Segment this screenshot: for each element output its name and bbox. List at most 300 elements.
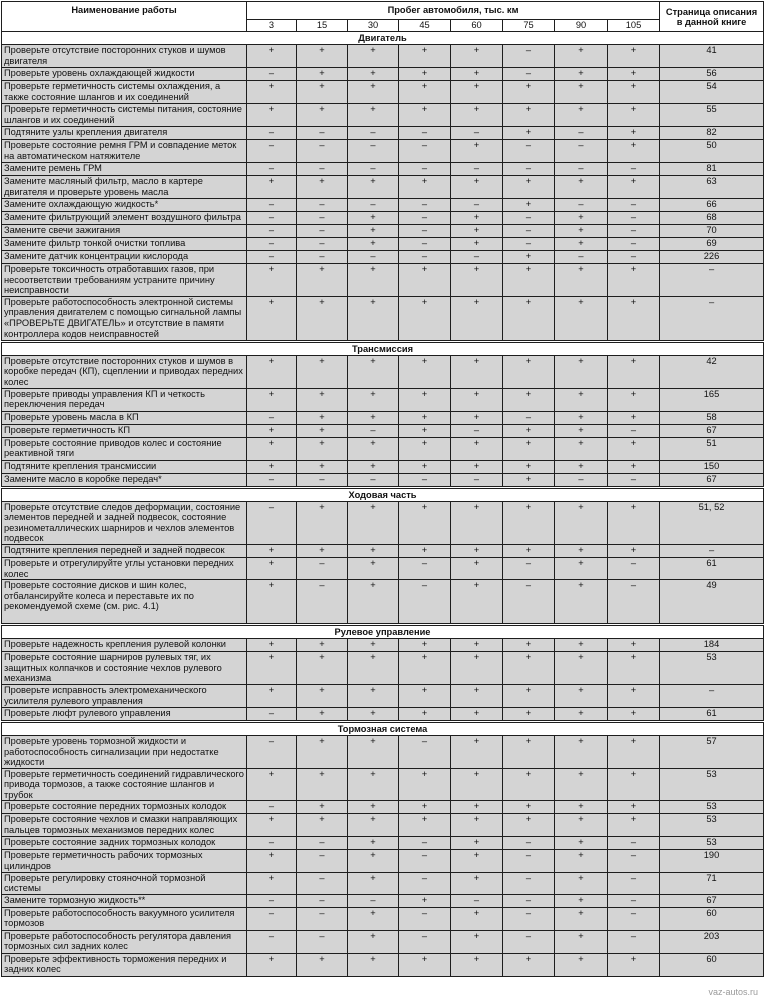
work-name-cell: Замените охлаждающую жидкость* <box>2 199 247 212</box>
mark-cell: + <box>555 639 608 652</box>
mark-cell: + <box>399 953 451 976</box>
work-name-cell: Проверьте приводы управления КП и четкость переключения передач <box>2 388 247 411</box>
page-ref-cell: 51, 52 <box>660 501 764 544</box>
mark-cell: + <box>451 296 503 340</box>
mark-cell: + <box>503 768 555 801</box>
mark-cell: – <box>451 894 503 907</box>
work-name-cell: Проверьте состояние чехлов и смазки направляющих пальцев тормозных механизмов передних колес <box>2 814 247 837</box>
mark-cell: – <box>297 238 348 251</box>
mark-cell: + <box>451 580 503 624</box>
mark-cell: + <box>451 238 503 251</box>
mark-cell: + <box>503 544 555 557</box>
mark-cell: + <box>451 837 503 850</box>
mark-cell: – <box>399 212 451 225</box>
mark-cell: – <box>555 127 608 140</box>
mark-cell: – <box>399 225 451 238</box>
mark-cell: – <box>608 894 660 907</box>
mark-cell: + <box>555 872 608 894</box>
page-ref-cell: 68 <box>660 212 764 225</box>
mark-cell: + <box>608 639 660 652</box>
work-name-cell: Проверьте эффективность торможения передних и задних колес <box>2 953 247 976</box>
page-ref-cell: 41 <box>660 45 764 68</box>
mark-cell: + <box>348 850 399 872</box>
mark-cell: – <box>608 251 660 264</box>
mark-cell: + <box>555 212 608 225</box>
mark-cell: + <box>608 707 660 720</box>
mark-cell: – <box>399 850 451 872</box>
table-row <box>2 639 764 652</box>
mark-cell: + <box>399 437 451 460</box>
mark-cell: + <box>399 684 451 707</box>
mark-cell: – <box>503 45 555 68</box>
mark-cell: – <box>608 907 660 930</box>
table-row <box>2 735 764 768</box>
table-row <box>2 424 764 437</box>
table-row <box>2 176 764 199</box>
mark-cell: – <box>247 735 297 768</box>
mark-cell: + <box>451 212 503 225</box>
section-header-row <box>2 626 764 639</box>
mark-cell: + <box>555 814 608 837</box>
mark-cell: + <box>555 652 608 685</box>
mark-cell: – <box>297 163 348 176</box>
mark-cell: + <box>555 684 608 707</box>
mark-cell: + <box>608 388 660 411</box>
mark-cell: – <box>297 850 348 872</box>
page-ref-cell: – <box>660 544 764 557</box>
table-row <box>2 437 764 460</box>
mark-cell: – <box>247 225 297 238</box>
mark-cell: + <box>399 501 451 544</box>
page-ref-cell: 71 <box>660 872 764 894</box>
work-name-cell: Проверьте надежность крепления рулевой колонки <box>2 639 247 652</box>
mark-cell: + <box>608 68 660 81</box>
table-row <box>2 684 764 707</box>
mark-cell: – <box>555 140 608 163</box>
mark-cell: + <box>297 684 348 707</box>
page-ref-cell: 60 <box>660 907 764 930</box>
page-ref-cell: 67 <box>660 894 764 907</box>
mark-cell: + <box>555 225 608 238</box>
mark-cell: – <box>247 501 297 544</box>
mark-cell: – <box>608 424 660 437</box>
mark-cell: + <box>247 872 297 894</box>
table-row <box>2 163 764 176</box>
mark-cell: – <box>348 894 399 907</box>
mark-cell: + <box>297 355 348 388</box>
mark-cell: + <box>297 652 348 685</box>
mark-cell: – <box>608 837 660 850</box>
mark-cell: + <box>451 81 503 104</box>
mark-cell: – <box>555 473 608 486</box>
mark-cell: – <box>451 251 503 264</box>
mark-cell: + <box>608 81 660 104</box>
km-header-105: 105 <box>608 20 660 32</box>
mark-cell: + <box>503 437 555 460</box>
mark-cell: + <box>451 460 503 473</box>
mark-cell: – <box>503 411 555 424</box>
mark-cell: + <box>555 104 608 127</box>
mark-cell: + <box>555 68 608 81</box>
page-ref-cell: 55 <box>660 104 764 127</box>
mark-cell: – <box>555 163 608 176</box>
mark-cell: – <box>247 212 297 225</box>
work-name-cell: Проверьте отсутствие посторонних стуков и шумов в коробке передач (КП), сцеплении и приводах передних колес <box>2 355 247 388</box>
mark-cell: + <box>451 68 503 81</box>
page-ref-cell: 165 <box>660 388 764 411</box>
mark-cell: + <box>247 104 297 127</box>
mark-cell: + <box>348 801 399 814</box>
mark-cell: – <box>297 580 348 624</box>
mark-cell: – <box>608 163 660 176</box>
mark-cell: + <box>247 388 297 411</box>
page-ref-cell: – <box>660 684 764 707</box>
mark-cell: + <box>297 45 348 68</box>
mark-cell: – <box>608 557 660 579</box>
mark-cell: – <box>399 907 451 930</box>
mark-cell: + <box>608 104 660 127</box>
mark-cell: + <box>399 68 451 81</box>
mark-cell: + <box>247 557 297 579</box>
mark-cell: + <box>608 501 660 544</box>
mark-cell: + <box>399 639 451 652</box>
section-title: Ходовая часть <box>2 488 764 501</box>
mark-cell: + <box>608 684 660 707</box>
table-row <box>2 411 764 424</box>
mileage-header-label: Пробег автомобиля, тыс. км <box>387 5 519 16</box>
mark-cell: + <box>348 212 399 225</box>
mark-cell: – <box>555 199 608 212</box>
mark-cell: – <box>503 872 555 894</box>
mark-cell: – <box>399 580 451 624</box>
mark-cell: + <box>297 544 348 557</box>
mark-cell: + <box>608 814 660 837</box>
mark-cell: + <box>297 104 348 127</box>
mark-cell: + <box>399 801 451 814</box>
table-row <box>2 894 764 907</box>
table-row <box>2 81 764 104</box>
mark-cell: + <box>608 264 660 297</box>
mark-cell: + <box>555 953 608 976</box>
work-name-cell: Проверьте отсутствие посторонних стуков и шумов двигателя <box>2 45 247 68</box>
mark-cell: + <box>399 460 451 473</box>
mark-cell: – <box>247 251 297 264</box>
mark-cell: + <box>247 814 297 837</box>
mark-cell: + <box>348 45 399 68</box>
mark-cell: – <box>348 473 399 486</box>
work-column-header: Наименование работы <box>2 2 247 32</box>
mark-cell: + <box>348 837 399 850</box>
mark-cell: – <box>608 473 660 486</box>
mark-cell: + <box>247 639 297 652</box>
page-ref-cell: 42 <box>660 355 764 388</box>
mark-cell: + <box>555 437 608 460</box>
mark-cell: – <box>297 199 348 212</box>
mark-cell: + <box>399 814 451 837</box>
mark-cell: + <box>608 735 660 768</box>
mark-cell: – <box>503 894 555 907</box>
mark-cell: – <box>297 557 348 579</box>
mark-cell: + <box>348 411 399 424</box>
work-name-cell: Проверьте состояние передних тормозных колодок <box>2 801 247 814</box>
mark-cell: – <box>399 251 451 264</box>
mark-cell: + <box>399 355 451 388</box>
mark-cell: + <box>348 814 399 837</box>
mark-cell: + <box>451 652 503 685</box>
work-name-cell: Проверьте состояние ремня ГРМ и совпадение меток на автоматическом натяжителе <box>2 140 247 163</box>
mark-cell: – <box>399 140 451 163</box>
page-ref-cell: 53 <box>660 768 764 801</box>
mark-cell: + <box>247 652 297 685</box>
work-name-cell: Проверьте состояние дисков и шин колес, отбалансируйте колеса и переставьте их по рекомендуемой схеме (см. рис. 4.1) <box>2 580 247 624</box>
mark-cell: + <box>451 907 503 930</box>
mark-cell: + <box>608 411 660 424</box>
table-row <box>2 460 764 473</box>
mark-cell: + <box>451 930 503 953</box>
mark-cell: + <box>247 850 297 872</box>
mark-cell: + <box>399 424 451 437</box>
mark-cell: + <box>399 176 451 199</box>
mark-cell: + <box>247 176 297 199</box>
mark-cell: + <box>503 104 555 127</box>
work-name-cell: Замените датчик концентрации кислорода <box>2 251 247 264</box>
table-row <box>2 140 764 163</box>
page-ref-cell: 60 <box>660 953 764 976</box>
mark-cell: + <box>451 225 503 238</box>
mark-cell: + <box>555 801 608 814</box>
section-header-row <box>2 342 764 355</box>
mark-cell: – <box>297 837 348 850</box>
mark-cell: + <box>451 544 503 557</box>
mark-cell: + <box>555 580 608 624</box>
mark-cell: + <box>608 45 660 68</box>
mark-cell: + <box>297 707 348 720</box>
mark-cell: + <box>297 460 348 473</box>
mark-cell: + <box>297 264 348 297</box>
work-name-cell: Проверьте герметичность КП <box>2 424 247 437</box>
mark-cell: + <box>297 437 348 460</box>
km-header-90: 90 <box>555 20 608 32</box>
mark-cell: – <box>608 930 660 953</box>
work-name-cell: Проверьте состояние шарниров рулевых тяг, их защитных колпачков и состояние чехлов рулевого механизма <box>2 652 247 685</box>
mark-cell: + <box>555 735 608 768</box>
mark-cell: + <box>451 437 503 460</box>
work-name-cell: Замените масляный фильтр, масло в картере двигателя и проверьте уровень масла <box>2 176 247 199</box>
mark-cell: + <box>503 264 555 297</box>
mark-cell: + <box>348 707 399 720</box>
table-row <box>2 557 764 579</box>
mark-cell: + <box>297 296 348 340</box>
table-row <box>2 907 764 930</box>
mark-cell: + <box>555 557 608 579</box>
page-ref-cell: 61 <box>660 557 764 579</box>
mark-cell: – <box>348 251 399 264</box>
mark-cell: + <box>297 81 348 104</box>
mark-cell: – <box>247 930 297 953</box>
mark-cell: + <box>503 707 555 720</box>
mark-cell: – <box>399 238 451 251</box>
mark-cell: – <box>451 473 503 486</box>
mark-cell: + <box>503 735 555 768</box>
mark-cell: + <box>399 768 451 801</box>
table-row <box>2 837 764 850</box>
mark-cell: + <box>348 652 399 685</box>
mark-cell: + <box>503 127 555 140</box>
table-row <box>2 127 764 140</box>
mark-cell: + <box>247 953 297 976</box>
mark-cell: + <box>608 437 660 460</box>
mark-cell: + <box>297 68 348 81</box>
page-ref-cell: 67 <box>660 424 764 437</box>
mark-cell: + <box>399 296 451 340</box>
mark-cell: – <box>503 557 555 579</box>
page-ref-cell: 184 <box>660 639 764 652</box>
mark-cell: – <box>399 930 451 953</box>
section-header-row <box>2 722 764 735</box>
mark-cell: + <box>555 45 608 68</box>
mark-cell: + <box>555 894 608 907</box>
work-name-cell: Проверьте герметичность системы охлаждения, а также состояние шлангов и их соединений <box>2 81 247 104</box>
mark-cell: + <box>608 652 660 685</box>
page-ref-cell: 53 <box>660 652 764 685</box>
work-name-cell: Проверьте отсутствие следов деформации, состояние элементов передней и задней подвесок, состояние резинометаллических шарниров и чехлов элементов подвесок <box>2 501 247 544</box>
table-row <box>2 296 764 340</box>
page-ref-cell: 61 <box>660 707 764 720</box>
table-row <box>2 501 764 544</box>
mark-cell: – <box>247 473 297 486</box>
work-name-cell: Проверьте работоспособность регулятора давления тормозных сил задних колес <box>2 930 247 953</box>
mark-cell: – <box>247 907 297 930</box>
work-name-cell: Замените ремень ГРМ <box>2 163 247 176</box>
mark-cell: – <box>608 850 660 872</box>
page-ref-cell: 190 <box>660 850 764 872</box>
section-title: Рулевое управление <box>2 626 764 639</box>
mark-cell: + <box>247 544 297 557</box>
mark-cell: + <box>503 814 555 837</box>
mark-cell: + <box>555 501 608 544</box>
mark-cell: – <box>555 251 608 264</box>
mark-cell: + <box>247 580 297 624</box>
mark-cell: + <box>348 437 399 460</box>
work-name-cell: Замените фильтр тонкой очистки топлива <box>2 238 247 251</box>
mark-cell: + <box>451 707 503 720</box>
table-row <box>2 872 764 894</box>
mark-cell: – <box>247 801 297 814</box>
mark-cell: + <box>503 355 555 388</box>
mark-cell: + <box>555 930 608 953</box>
mark-cell: – <box>399 163 451 176</box>
table-row <box>2 45 764 68</box>
mark-cell: + <box>348 225 399 238</box>
page-ref-cell: 226 <box>660 251 764 264</box>
mark-cell: + <box>503 801 555 814</box>
work-name-cell: Проверьте и отрегулируйте углы установки передних колес <box>2 557 247 579</box>
mark-cell: – <box>247 163 297 176</box>
page-ref-cell: 50 <box>660 140 764 163</box>
table-row <box>2 801 764 814</box>
page-ref-cell: 49 <box>660 580 764 624</box>
page-ref-cell: 82 <box>660 127 764 140</box>
mark-cell: + <box>451 104 503 127</box>
mark-cell: + <box>451 735 503 768</box>
mark-cell: + <box>348 639 399 652</box>
page-ref-cell: 150 <box>660 460 764 473</box>
mark-cell: – <box>451 424 503 437</box>
maintenance-table <box>1 1 764 977</box>
mark-cell: – <box>348 424 399 437</box>
page-ref-cell: 54 <box>660 81 764 104</box>
mark-cell: + <box>451 388 503 411</box>
mark-cell: + <box>608 768 660 801</box>
mark-cell: + <box>297 501 348 544</box>
table-row <box>2 768 764 801</box>
mark-cell: – <box>608 872 660 894</box>
mark-cell: – <box>503 238 555 251</box>
mark-cell: + <box>247 355 297 388</box>
mark-cell: – <box>503 140 555 163</box>
page-header-line2: в данной книге <box>676 17 747 27</box>
mark-cell: + <box>348 544 399 557</box>
page-ref-cell: – <box>660 264 764 297</box>
mark-cell: + <box>451 684 503 707</box>
mark-cell: – <box>297 907 348 930</box>
table-header <box>2 2 764 32</box>
page-ref-cell: 57 <box>660 735 764 768</box>
mark-cell: + <box>399 411 451 424</box>
mark-cell: – <box>297 894 348 907</box>
mark-cell: – <box>399 557 451 579</box>
mark-cell: + <box>348 953 399 976</box>
mark-cell: + <box>348 238 399 251</box>
mark-cell: + <box>451 501 503 544</box>
page-ref-cell: 81 <box>660 163 764 176</box>
page-ref-cell: 203 <box>660 930 764 953</box>
mark-cell: + <box>399 707 451 720</box>
mark-cell: + <box>503 81 555 104</box>
mark-cell: – <box>247 68 297 81</box>
table-row <box>2 652 764 685</box>
mark-cell: + <box>503 424 555 437</box>
mark-cell: + <box>348 768 399 801</box>
mark-cell: + <box>247 424 297 437</box>
mark-cell: + <box>555 544 608 557</box>
work-name-cell: Проверьте уровень тормозной жидкости и работоспособность сигнализации при недостатке жидкости <box>2 735 247 768</box>
mark-cell: – <box>247 238 297 251</box>
table-row <box>2 850 764 872</box>
mark-cell: – <box>247 894 297 907</box>
mark-cell: – <box>608 225 660 238</box>
mark-cell: + <box>348 501 399 544</box>
mark-cell: + <box>503 639 555 652</box>
mark-cell: + <box>451 45 503 68</box>
mark-cell: – <box>608 238 660 251</box>
mark-cell: + <box>348 684 399 707</box>
mark-cell: + <box>399 264 451 297</box>
table-row <box>2 930 764 953</box>
mark-cell: + <box>247 264 297 297</box>
mark-cell: – <box>399 473 451 486</box>
mark-cell: + <box>348 296 399 340</box>
mark-cell: + <box>451 140 503 163</box>
mark-cell: – <box>608 212 660 225</box>
page-ref-cell: 53 <box>660 837 764 850</box>
page-ref-cell: 51 <box>660 437 764 460</box>
mark-cell: – <box>297 251 348 264</box>
mark-cell: + <box>503 296 555 340</box>
mark-cell: + <box>297 411 348 424</box>
table-row <box>2 238 764 251</box>
mark-cell: + <box>451 411 503 424</box>
